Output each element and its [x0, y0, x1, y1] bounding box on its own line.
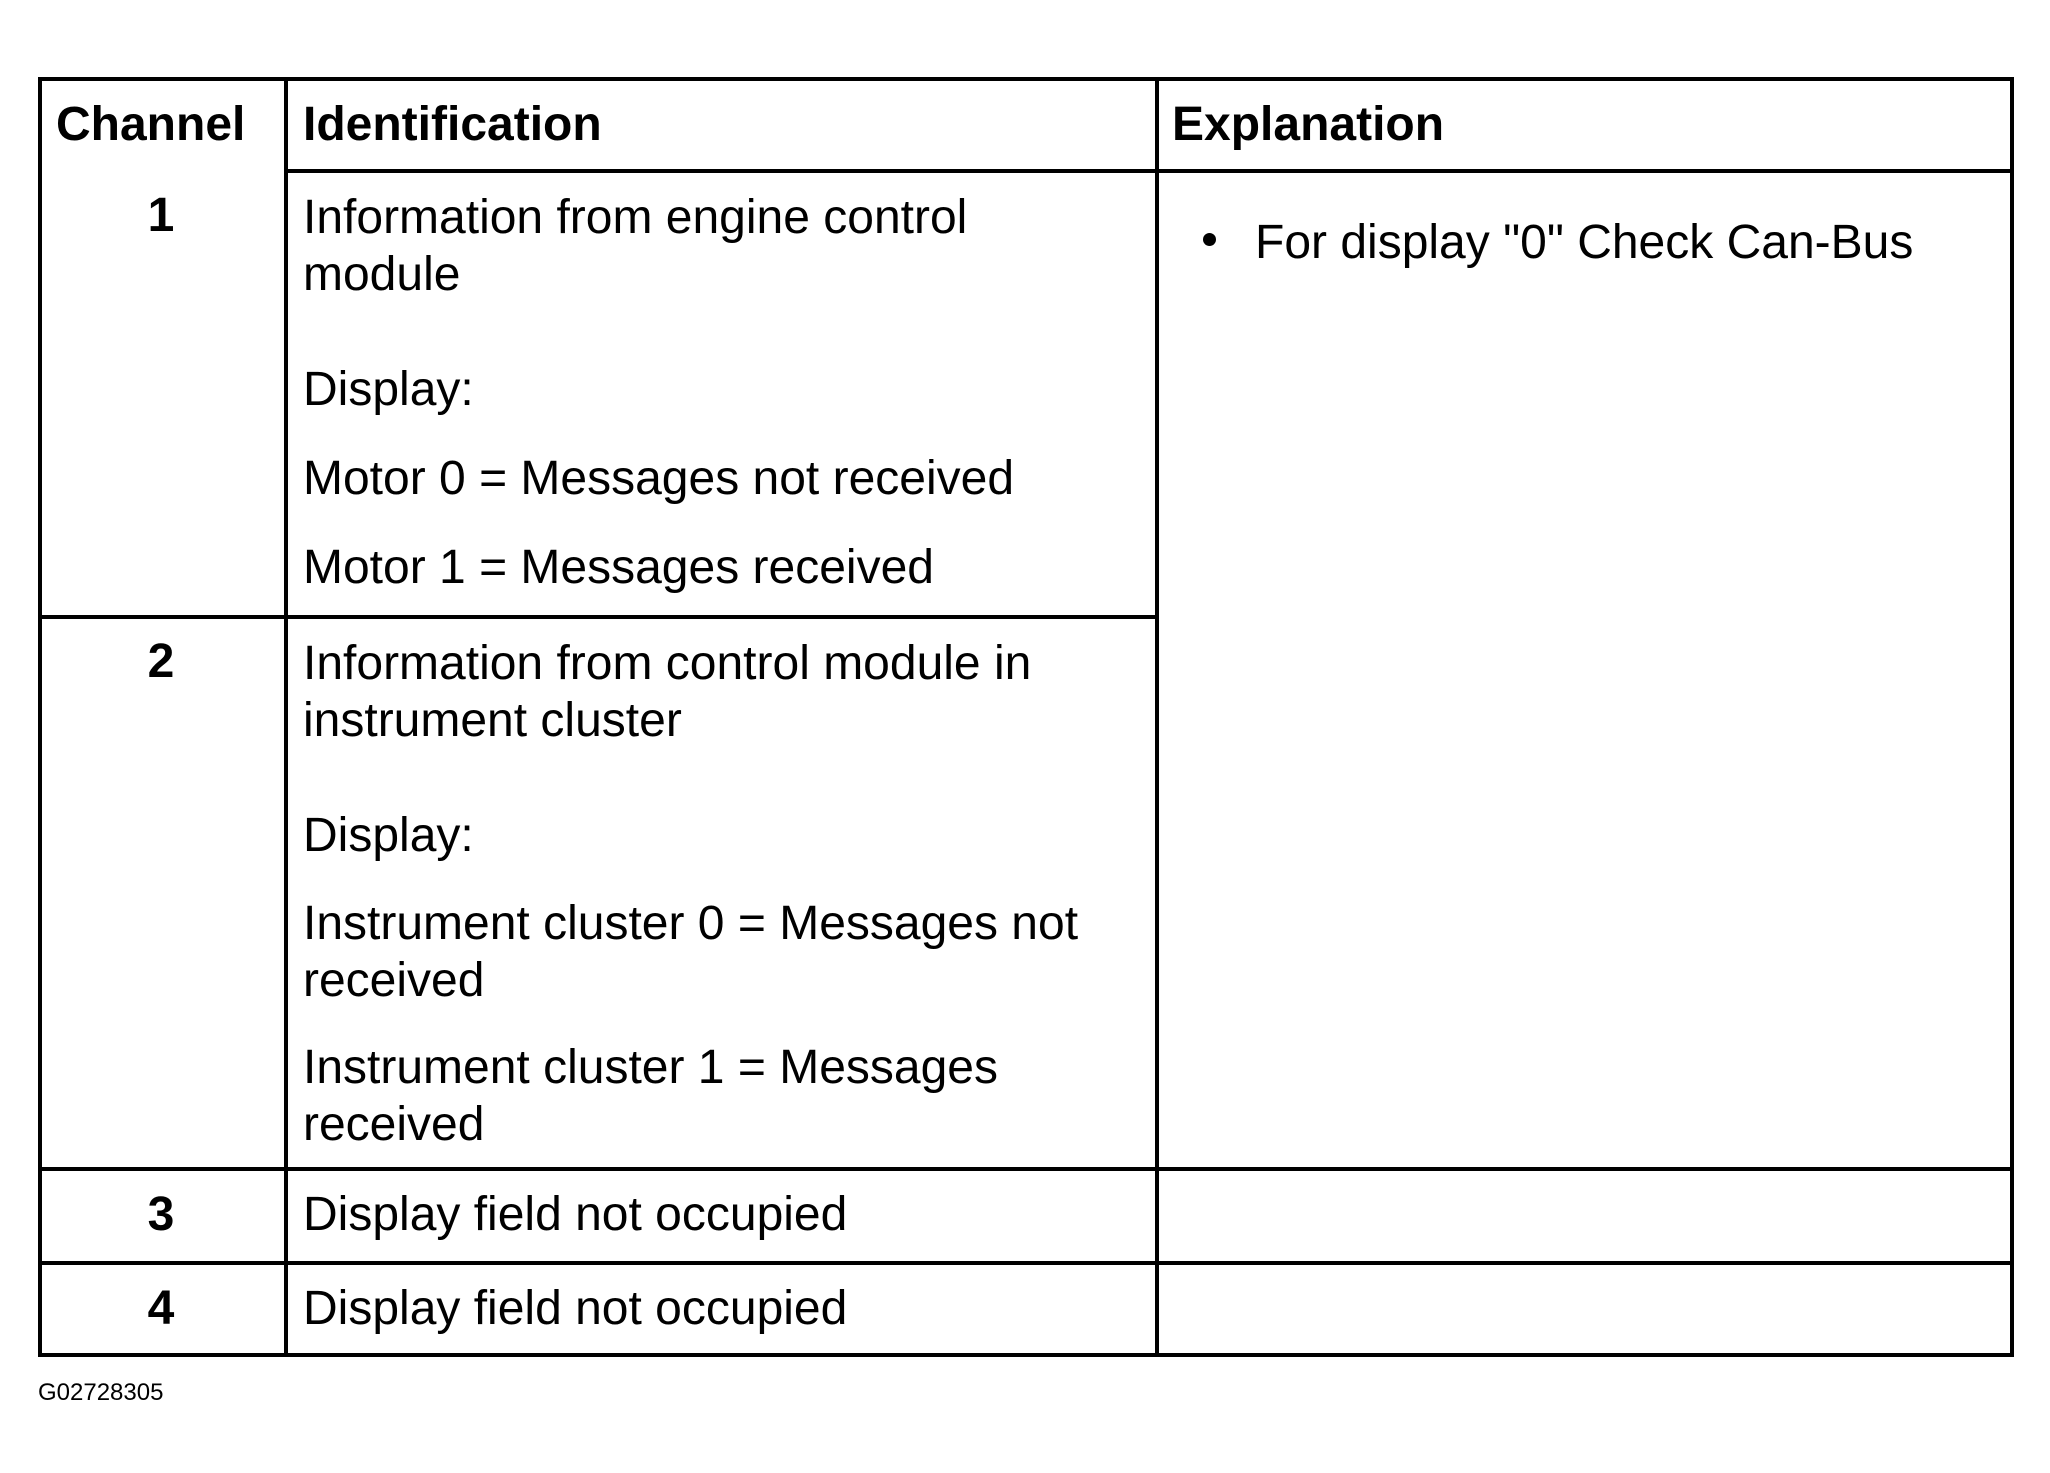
row-divider-3-4	[38, 1261, 2014, 1265]
column-divider-identification	[1155, 77, 1159, 1357]
identification-text: Display field not occupied	[303, 1188, 848, 1241]
figure-code: G02728305	[38, 1379, 164, 1406]
identification-text: Information from control module in	[303, 637, 1032, 690]
explanation-text: For display "0" Check Can-Bus	[1255, 216, 1914, 269]
display-value: Instrument cluster 0 = Messages not	[303, 897, 1079, 950]
display-label: Display:	[303, 809, 474, 862]
identification-text: Information from engine control	[303, 191, 968, 244]
channel-number-3: 3	[147, 1188, 175, 1241]
display-value: Motor 1 = Messages received	[303, 541, 934, 594]
display-label: Display:	[303, 363, 474, 416]
display-value: Motor 0 = Messages not received	[303, 452, 1015, 505]
channel-number-1: 1	[147, 189, 175, 242]
channel-number-2: 2	[147, 635, 175, 688]
row-divider-1-2	[38, 615, 1159, 619]
header-divider	[284, 169, 2014, 173]
column-divider-channel	[284, 77, 288, 1357]
header-identification: Identification	[303, 98, 602, 151]
header-explanation: Explanation	[1172, 98, 1445, 151]
identification-text: Display field not occupied	[303, 1282, 848, 1335]
display-value: Instrument cluster 1 = Messages	[303, 1041, 998, 1094]
header-channel: Channel	[56, 98, 246, 151]
identification-text: instrument cluster	[303, 694, 682, 747]
channel-number-4: 4	[147, 1282, 175, 1335]
display-value: received	[303, 1098, 485, 1151]
row-divider-2-3	[38, 1167, 2014, 1171]
identification-text: module	[303, 248, 461, 301]
bullet-icon	[1203, 233, 1216, 246]
display-value: received	[303, 954, 485, 1007]
